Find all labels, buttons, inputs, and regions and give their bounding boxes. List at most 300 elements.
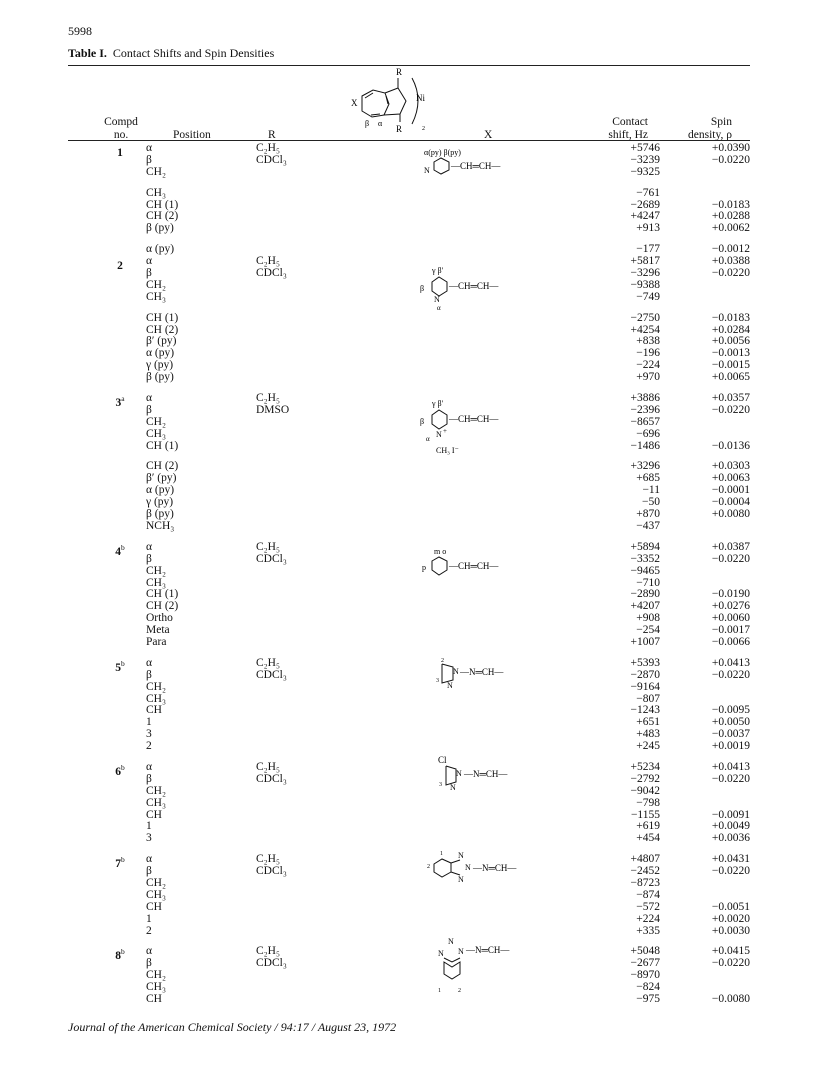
position-cell-text: CH₃ [146, 692, 166, 705]
header-contact-line1: Contact [612, 116, 648, 128]
spin-density-cell [712, 223, 750, 235]
contact-shift-cell [636, 223, 660, 235]
s8-n1: N [448, 937, 454, 946]
position-cell [146, 741, 152, 753]
contact-shift-cell-text: −9042 [630, 784, 660, 797]
complex-alpha: α [378, 119, 383, 128]
contact-shift-cell-text: +651 [636, 716, 660, 729]
complex-x: X [351, 98, 358, 108]
s7-n2: N [465, 863, 471, 872]
position-cell-text: α [146, 656, 153, 669]
spin-density-cell-text: −0.0095 [711, 704, 750, 717]
contact-shift-cell [631, 167, 661, 179]
complex-sub: 2 [422, 126, 425, 132]
s2-chain: —CH═CH— [449, 281, 499, 291]
spin-density-cell [712, 833, 750, 845]
r-cell-text: C₂H₅ [256, 540, 280, 553]
spin-density-cell-text: −0.0220 [711, 153, 750, 166]
s7-n3: N [458, 875, 464, 884]
contact-shift-cell-text: +4207 [630, 600, 660, 613]
position-cell-text: β (py) [146, 371, 174, 384]
spin-density-cell-text: −0.0001 [711, 484, 750, 497]
s2-beta: β [420, 284, 425, 293]
position-cell-text: CH (1) [146, 439, 179, 452]
header-compd-line2: no. [113, 129, 129, 141]
contact-shift-cell-text: −9388 [630, 278, 660, 291]
contact-shift-cell-text: +454 [636, 832, 660, 845]
contact-shift-cell-text: +870 [636, 508, 660, 521]
header-r: R [268, 129, 276, 141]
s5-n2: N [447, 681, 453, 690]
r-cell-text: CDCl₃ [256, 957, 287, 970]
contact-shift-cell-text: +970 [636, 371, 660, 384]
spin-density-cell-text: −0.0220 [711, 267, 750, 280]
s7-num2: 2 [427, 864, 430, 870]
r-cell-text: CDCl₃ [256, 552, 287, 565]
position-cell-text: α [146, 540, 153, 553]
spin-density-cell-text: −0.0190 [711, 588, 750, 601]
spin-density-cell-text: −0.0004 [711, 496, 750, 509]
table-row [68, 926, 750, 938]
contact-shift-cell-text: −572 [636, 900, 660, 913]
spin-density-cell [712, 958, 750, 970]
contact-shift-cell-text: −9164 [630, 680, 660, 693]
spin-density-cell [712, 554, 750, 566]
spin-density-cell [712, 774, 750, 786]
spin-density-cell-text: −0.0037 [711, 728, 750, 741]
s7-n1: N [458, 851, 464, 860]
position-cell-text: α (py) [146, 347, 175, 360]
contact-shift-cell-text: −9325 [630, 165, 660, 178]
r-cell [256, 155, 287, 167]
position-cell-text: γ (py) [146, 496, 174, 509]
position-cell-text: CH [146, 900, 162, 913]
spin-density-cell-text: +0.0030 [711, 924, 750, 937]
contact-shift-cell-text: −798 [636, 796, 660, 809]
compound-no-text: 8 [115, 950, 121, 963]
contact-shift-cell-text: −8723 [630, 876, 660, 889]
position-cell-text: β′ (py) [146, 335, 177, 348]
header-compd-line1: Compd [104, 116, 138, 128]
contact-shift-cell-text: +224 [636, 912, 660, 925]
position-cell [146, 926, 152, 938]
position-cell-text: CH₃ [146, 981, 166, 994]
r-cell-text: C₂H₅ [256, 255, 280, 268]
position-cell-text: 3 [146, 832, 152, 845]
spin-density-cell-text: +0.0019 [711, 740, 750, 753]
footnote-marker: b [121, 762, 125, 772]
spin-density-cell-text: −0.0183 [711, 311, 750, 324]
position-cell-text: CH (1) [146, 311, 179, 324]
spin-density-cell-text: −0.0183 [711, 198, 750, 211]
spin-density-cell-text: +0.0065 [711, 371, 750, 384]
contact-shift-cell [636, 741, 660, 753]
contact-shift-cell [636, 372, 660, 384]
spin-density-cell-text: −0.0080 [711, 993, 750, 1005]
contact-shift-cell-text: −2890 [630, 588, 660, 601]
structure-5 [420, 652, 550, 690]
r-cell-text: CDCl₃ [256, 772, 287, 785]
contact-shift-cell-text: +4254 [630, 323, 660, 336]
header-x: X [484, 129, 493, 141]
contact-shift-cell-text: −1243 [630, 704, 660, 717]
contact-shift-cell-text: +1007 [630, 635, 660, 648]
spin-density-cell-text: −0.0015 [711, 359, 750, 372]
r-cell [256, 774, 287, 786]
r-cell-text: C₂H₅ [256, 760, 280, 773]
spin-density-cell-text: +0.0431 [711, 853, 750, 866]
contact-shift-cell-text: −3239 [630, 153, 660, 166]
table-row [68, 741, 750, 753]
spin-density-cell-text: +0.0080 [711, 508, 750, 521]
spin-density-cell-text: −0.0066 [711, 635, 750, 648]
complex-r-bottom: R [396, 124, 403, 134]
contact-shift-cell-text: −824 [636, 981, 660, 994]
table-label: Table I. [68, 46, 107, 60]
spin-density-cell-text: +0.0303 [711, 460, 750, 473]
table-row [68, 994, 750, 1006]
spin-density-cell-text: −0.0220 [711, 865, 750, 878]
contact-shift-cell-text: −975 [636, 993, 660, 1005]
position-cell-text: α (py) [146, 243, 175, 256]
position-cell-text: CH₂ [146, 278, 166, 291]
compound-no-text: 7 [115, 858, 121, 871]
spin-density-cell-text: +0.0056 [711, 335, 750, 348]
r-cell [256, 866, 287, 878]
header-contact-line2: shift, Hz [608, 129, 648, 141]
s6-n1: N [456, 769, 462, 778]
position-cell-text: CH (1) [146, 198, 179, 211]
contact-shift-cell-text: −2689 [630, 198, 660, 211]
position-cell-text: CH₂ [146, 876, 166, 889]
contact-shift-cell-text: −2677 [630, 957, 660, 970]
s1-n: N [424, 166, 430, 175]
contact-shift-cell-text: +913 [636, 222, 660, 235]
position-cell-text: CH [146, 704, 162, 717]
contact-shift-cell-text: −2396 [630, 403, 660, 416]
s5-num2: 2 [441, 658, 444, 664]
r-cell [256, 958, 287, 970]
contact-shift-cell-text: −2750 [630, 311, 660, 324]
r-cell-text: CDCl₃ [256, 267, 287, 280]
position-cell-text: 3 [146, 728, 152, 741]
structure-2 [410, 264, 550, 310]
contact-shift-cell-text: +5746 [630, 142, 660, 154]
position-cell-text: CH [146, 993, 162, 1005]
contact-shift-cell-text: −8970 [630, 969, 660, 982]
compound-no-text: 6 [115, 765, 121, 778]
s3-gamma: γ β′ [432, 399, 444, 408]
contact-shift-cell-text: +838 [636, 335, 660, 348]
position-cell-text: Ortho [146, 612, 173, 625]
s2-n: N [434, 295, 440, 304]
page-number: 5998 [68, 24, 92, 38]
r-cell-text: DMSO [256, 403, 290, 416]
s6-num3: 3 [439, 782, 442, 788]
r-cell [256, 405, 289, 417]
spin-density-cell-text: +0.0413 [711, 760, 750, 773]
contact-shift-cell-text: −8657 [630, 415, 660, 428]
position-cell-text: γ (py) [146, 359, 174, 372]
r-cell-text: CDCl₃ [256, 668, 287, 681]
spin-density-cell [712, 509, 750, 521]
table-row [68, 637, 750, 649]
footnote-marker: b [121, 542, 125, 552]
table-row [68, 521, 750, 533]
table-title: Contact Shifts and Spin Densities [112, 46, 275, 60]
position-cell-text: Para [146, 635, 167, 648]
contact-shift-cell-text: +335 [636, 924, 660, 937]
r-cell-text: C₂H₅ [256, 945, 280, 958]
s6-chain: —N═CH— [464, 769, 508, 779]
structure-8 [430, 934, 560, 996]
s8-n3: N [458, 947, 464, 956]
spin-density-cell [712, 866, 750, 878]
contact-shift-cell-text: +4247 [630, 210, 660, 223]
contact-shift-cell-text: +3886 [630, 392, 660, 405]
compound-no-text: 5 [115, 661, 121, 674]
s3-chain: —CH═CH— [449, 414, 499, 424]
table-body [68, 143, 750, 1006]
spin-density-cell-text: −0.0220 [711, 403, 750, 416]
compound-no-text: 2 [117, 259, 123, 272]
s3-alpha: α [426, 435, 430, 443]
position-cell-text: CH₃ [146, 427, 166, 440]
spin-density-cell-text: +0.0063 [711, 472, 750, 485]
r-cell [256, 670, 287, 682]
position-cell-text: 1 [146, 820, 152, 833]
structure-6 [420, 752, 550, 792]
contact-shift-cell-text: −11 [642, 484, 660, 497]
contact-shift-cell-text: +5393 [630, 656, 660, 669]
position-cell-text: α [146, 760, 153, 773]
compound-no-text: 4 [115, 545, 121, 558]
spin-density-cell-text: +0.0036 [711, 832, 750, 845]
spin-density-cell-text: −0.0220 [711, 957, 750, 970]
contact-shift-cell-text: −437 [636, 519, 660, 532]
spin-density-cell-text: −0.0220 [711, 552, 750, 565]
complex-beta: β [365, 119, 370, 128]
table-row [68, 441, 750, 453]
contact-shift-cell-text: −710 [636, 576, 660, 589]
s3-beta: β [420, 417, 425, 426]
contact-shift-cell-text: −224 [636, 359, 660, 372]
spin-density-cell [712, 372, 750, 384]
contact-shift-cell-text: −1155 [630, 808, 660, 821]
contact-shift-cell-text: −254 [636, 624, 660, 637]
contact-shift-cell-text: −874 [636, 888, 660, 901]
spin-density-cell [712, 926, 750, 938]
contact-shift-cell-text: −196 [636, 347, 660, 360]
structure-3 [410, 397, 550, 455]
position-cell [146, 223, 174, 235]
position-cell-text: α [146, 945, 153, 958]
spin-density-cell-text: +0.0284 [711, 323, 750, 336]
spin-density-cell [712, 670, 750, 682]
spin-density-cell [712, 741, 750, 753]
spin-density-cell-text: +0.0387 [711, 540, 750, 553]
compound-no-text: 3 [115, 396, 122, 409]
structure-4 [410, 545, 550, 583]
s2-gamma: γ β′ [432, 266, 444, 275]
spin-density-cell-text: −0.0051 [711, 900, 750, 913]
position-cell [146, 292, 166, 304]
position-cell-text: CH₃ [146, 576, 166, 589]
position-cell-text: Meta [146, 624, 170, 637]
table-row [68, 833, 750, 845]
contact-shift-cell-text: +4807 [630, 853, 660, 866]
footnote-marker: b [121, 947, 125, 957]
spin-density-cell-text: −0.0220 [711, 668, 750, 681]
contact-shift-cell [636, 994, 660, 1006]
r-cell-text: C₂H₅ [256, 853, 280, 866]
position-cell-text: 1 [146, 716, 152, 729]
position-cell-text: 2 [146, 740, 152, 753]
s1-label: α(py) β(py) [424, 148, 461, 157]
spin-density-cell [712, 268, 750, 280]
s7-chain: —N═CH— [473, 863, 517, 873]
nickel-complex-structure [340, 66, 450, 146]
position-cell-text: CH₃ [146, 796, 166, 809]
s3-plus: + [443, 427, 447, 435]
spin-density-cell-text: +0.0388 [711, 255, 750, 268]
position-cell [146, 441, 178, 453]
position-cell-text: CH₃ [146, 290, 166, 303]
position-cell-text: β [146, 668, 152, 681]
position-cell-text: CH₂ [146, 415, 166, 428]
contact-shift-cell-text: −749 [636, 290, 660, 303]
position-cell-text: α [146, 255, 153, 268]
s5-num3: 3 [436, 678, 439, 684]
s3-n: N [436, 430, 442, 439]
s1-chain: —CH═CH— [451, 161, 501, 171]
spin-density-cell [712, 155, 750, 167]
spin-density-cell-text: +0.0413 [711, 656, 750, 669]
position-cell-text: β [146, 957, 152, 970]
position-cell-text: CH₃ [146, 186, 166, 199]
contact-shift-cell-text: −1486 [630, 439, 660, 452]
position-cell-text: 2 [146, 924, 152, 937]
spin-density-cell-text: −0.0012 [711, 243, 750, 256]
spin-density-cell-text: +0.0062 [711, 222, 750, 235]
position-cell-text: CH₂ [146, 969, 166, 982]
contact-shift-cell-text: −2452 [630, 865, 660, 878]
contact-shift-cell-text: −761 [636, 186, 660, 199]
table-row [68, 372, 750, 384]
contact-shift-cell-text: −2870 [630, 668, 660, 681]
s4-chain: —CH═CH— [449, 561, 499, 571]
position-cell-text: β [146, 153, 152, 166]
spin-density-cell-text: +0.0050 [711, 716, 750, 729]
position-cell [146, 167, 166, 179]
position-cell-text: β (py) [146, 508, 174, 521]
position-cell-text: CH₂ [146, 564, 166, 577]
spin-density-cell-text: −0.0013 [711, 347, 750, 360]
position-cell-text: β [146, 267, 152, 280]
journal-footer: Journal of the American Chemical Society / 94:17 / August 23, 1972 [68, 1020, 397, 1034]
spin-density-cell-text: +0.0415 [711, 945, 750, 958]
position-cell-text: β [146, 552, 152, 565]
position-cell [146, 833, 152, 845]
position-cell [146, 521, 174, 533]
position-cell-text: 1 [146, 912, 152, 925]
header-spin-line1: Spin [710, 116, 732, 128]
contact-shift-cell-text: −2792 [630, 772, 660, 785]
spin-density-cell-text: −0.0091 [711, 808, 750, 821]
s8-num1: 1 [438, 988, 441, 994]
position-cell-text: β [146, 772, 152, 785]
position-cell-text: α [146, 392, 153, 405]
header-spin-line2: density, ρ [688, 129, 732, 141]
contact-shift-cell-text: −177 [636, 243, 660, 256]
contact-shift-cell [631, 441, 661, 453]
footnote-marker: b [121, 855, 125, 865]
contact-shift-cell-text: +619 [636, 820, 660, 833]
position-cell-text: α [146, 853, 153, 866]
table-row [68, 292, 750, 304]
position-cell-text: CH₂ [146, 784, 166, 797]
contact-shift-cell-text: +685 [636, 472, 660, 485]
r-cell [256, 554, 287, 566]
complex-r-top: R [396, 67, 403, 77]
s2-alpha: α [437, 304, 441, 310]
s8-n2: N [438, 949, 444, 958]
contact-shift-cell-text: +5234 [630, 760, 660, 773]
contact-shift-cell-text: −3352 [630, 552, 660, 565]
s8-chain: —N═CH— [466, 945, 510, 955]
position-cell-text: CH (2) [146, 323, 179, 336]
spin-density-cell-text: −0.0017 [711, 624, 750, 637]
position-cell-text: CH [146, 808, 162, 821]
position-cell-text: β (py) [146, 222, 174, 235]
position-cell [146, 637, 166, 649]
contact-shift-cell [636, 292, 660, 304]
table-caption [68, 46, 274, 61]
spin-density-cell-text: +0.0276 [711, 600, 750, 613]
contact-shift-cell [636, 926, 660, 938]
contact-shift-cell-text: −50 [642, 496, 660, 509]
s3-methyl: CH₃ I⁻ [436, 446, 459, 455]
r-cell-text: CDCl₃ [256, 865, 287, 878]
s4-mo: m o [434, 547, 447, 556]
spin-density-cell [712, 405, 750, 417]
structure-1 [420, 146, 550, 176]
position-cell [146, 994, 162, 1006]
spin-density-cell-text: +0.0049 [711, 820, 750, 833]
compound-no-text: 1 [117, 146, 123, 159]
position-cell-text: NCH₃ [146, 519, 175, 532]
contact-shift-cell-text: −807 [636, 692, 660, 705]
position-cell-text: CH₃ [146, 888, 166, 901]
position-cell-text: β [146, 865, 152, 878]
header-spin-density [672, 116, 732, 142]
position-cell-text: CH (2) [146, 600, 179, 613]
contact-shift-cell-text: −3296 [630, 267, 660, 280]
r-cell-text: C₂H₅ [256, 392, 280, 405]
position-cell-text: α [146, 142, 153, 154]
complex-ni: Ni [416, 93, 425, 103]
header-position: Position [173, 129, 211, 141]
contact-shift-cell-text: +483 [636, 728, 660, 741]
contact-shift-cell-text: +245 [636, 740, 660, 753]
spin-density-cell [712, 994, 750, 1006]
r-cell [256, 268, 287, 280]
r-cell-text: C₂H₅ [256, 142, 280, 154]
r-cell-text: C₂H₅ [256, 656, 280, 669]
contact-shift-cell-text: +908 [636, 612, 660, 625]
footnote-marker: a [121, 394, 125, 404]
structure-7 [420, 846, 560, 888]
